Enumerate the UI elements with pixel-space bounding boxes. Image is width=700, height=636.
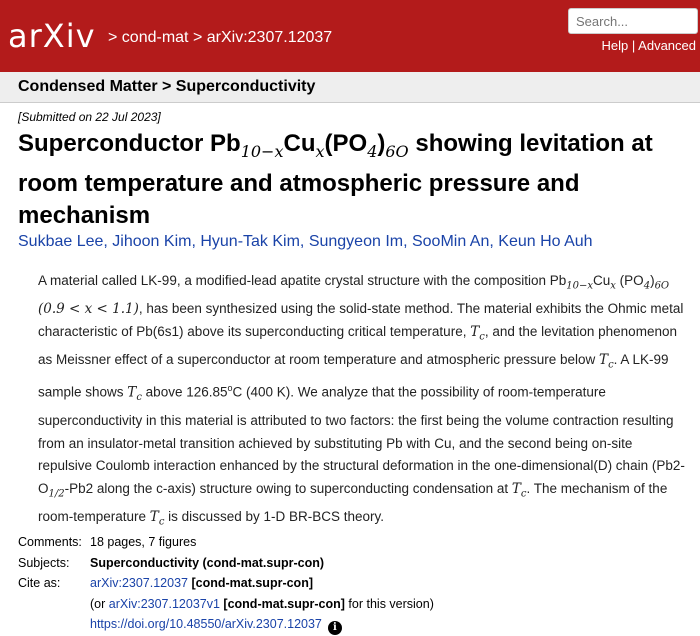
title-subscript: 10−x [240,141,284,161]
version-row [18,594,698,615]
breadcrumb-paper-id[interactable]: arXiv:2307.12037 [206,29,333,46]
title-text: ) [377,130,386,157]
links-sep: | [631,38,636,53]
abstract-text: -Pb2 along the c-axis) structure owing to superconducting condensation at [64,481,512,496]
author-sep: , [103,233,113,250]
doi-row [18,614,698,635]
version-open: (or [90,596,109,611]
abstract-text: , and the levitation phenomenon as Meissner effect of a superconductor at room temperature and atmospheric pressure below [38,323,677,368]
version-link[interactable]: arXiv:2307.12037v1 [108,596,220,611]
abstract-subscript: x [610,280,616,292]
info-icon[interactable]: i [328,621,342,635]
metadata-table [18,532,698,635]
abstract-text: A material called LK-99, a modified-lead apatite crystal structure with the composition Pb [38,273,567,288]
comments-value: 18 pages, 7 figures [90,535,197,549]
abstract-math: T [511,481,521,497]
abstract-math: T [599,352,609,369]
author-link[interactable]: Sungyeon Im [308,233,404,250]
comments-label: Comments: [18,535,82,549]
abstract-superscript: o [227,383,233,394]
cite-category: [cond-mat.supr-con] [188,576,313,590]
author-sep: , [191,233,201,250]
abstract-subscript: c [520,488,527,500]
version-category: [cond-mat.supr-con] [219,596,345,611]
header-bar [0,0,700,72]
doi-value [90,614,342,635]
subjects-text: Superconductivity (cond-mat.supr-con) [90,555,325,570]
title-subscript: x [315,141,325,161]
comments-row [18,532,698,553]
author-link[interactable]: Sukbae Lee [18,233,104,250]
abstract-text: Cu [593,273,611,288]
title-text: (PO [324,130,368,157]
abstract-subscript: c [608,359,614,371]
abstract-text: C (400 K). We analyze that the possibility of room-temperature superconductivity in this material is attributed to two factors: the first being the volume contraction resulting from an insulator-metal transition achieved by substituting Pb with Cu, and the second being on-site repulsive Coulomb interaction enhanced by the structural deformation in the one-dimensional(D) chain (Pb2-O [38,384,685,496]
subjects-label: Subjects: [18,555,70,570]
abstract-subscript: 4 [643,280,651,292]
abstract-text: . A LK-99 sample shows [38,352,669,400]
breadcrumb [108,28,332,48]
abstract-subscript: 10−x [566,280,594,292]
title-subscript: 6O [385,141,409,161]
cite-label: Cite as: [18,576,61,590]
version-spacer [18,594,90,615]
subjects-value [90,553,324,574]
author-link[interactable]: Jihoon Kim [112,233,192,250]
doi-link[interactable]: https://doi.org/10.48550/arXiv.2307.12037 [90,617,322,631]
version-close: for this version) [344,596,434,611]
author-link[interactable]: Hyun-Tak Kim [200,233,300,250]
abstract-text: is discussed by 1-D BR-BCS theory. [164,509,384,525]
advanced-link[interactable]: Advanced [638,38,696,53]
abstract-subscript: c [158,516,165,528]
abstract [38,270,688,535]
author-sep: , [299,233,309,250]
version-value [90,594,434,615]
abstract-text: (PO [615,273,644,288]
subject-heading: Condensed Matter > Superconductivity [18,78,316,95]
abstract-subscript: c [479,331,485,343]
breadcrumb-sep: > [108,29,118,46]
submission-date: [Submitted on 22 Jul 2023] [18,110,161,124]
abstract-text: , has been synthesized using the solid-state method. The material exhibits the Ohmic metal characteristic of Pb(6s1) above its superconducting critical temperature, [38,301,684,339]
author-sep: , [403,233,412,250]
author-sep: , [489,233,499,250]
title-text: Superconductor Pb [18,130,241,157]
breadcrumb-sep: > [192,29,203,46]
subject-bar [0,72,700,103]
author-link[interactable]: Keun Ho Auh [498,233,593,250]
abstract-subscript: 6O [654,280,670,292]
arxiv-logo[interactable]: arXiv [8,17,96,55]
author-link[interactable]: SooMin An [411,233,490,250]
abstract-text: ) [650,273,655,288]
abstract-math: T [470,323,480,340]
doi-spacer [18,614,90,635]
abstract-math: T [149,509,159,526]
title-text: Cu [283,130,316,157]
cite-link[interactable]: arXiv:2307.12037 [90,576,188,590]
abstract-math: (0.9 < x < 1.1) [38,301,139,318]
subjects-row [18,553,698,574]
cite-row [18,573,698,594]
abstract-subscript: c [136,392,142,404]
abstract-subscript: 1/2 [48,488,65,500]
cite-value [90,573,313,594]
paper-title [18,128,694,232]
title-subscript: 4 [367,141,378,161]
help-link[interactable]: Help [601,38,629,53]
abstract-text: above 126.85 [141,384,228,400]
breadcrumb-cond-mat[interactable]: cond-mat [121,29,189,46]
top-links [602,38,697,53]
abstract-text: . The mechanism of the room-temperature [38,481,668,525]
abstract-math: T [127,384,137,401]
search-input[interactable] [568,8,698,34]
author-list [18,233,593,251]
title-text: showing levitation at room temperature and atmospheric pressure and mechanism [18,130,653,229]
